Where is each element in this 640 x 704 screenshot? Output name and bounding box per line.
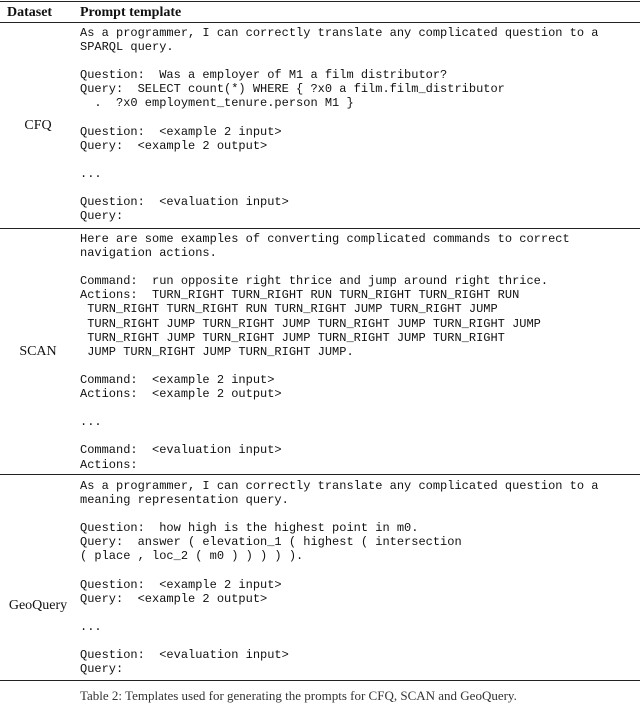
- dataset-scan: SCAN: [19, 344, 57, 359]
- row-divider: [0, 474, 640, 475]
- header-dataset: Dataset: [7, 5, 53, 20]
- prompt-cfq: As a programmer, I can correctly translate any complicated question to a SPARQL query. Question: Was a employer of M1 a film distributor? Query: SELECT count(*) WHERE { ?x0 a film.film_distributor . ?x0 employment_tenure.person M1 } Question: <example 2 input> Query: <example 2 output> ... Question: <evaluation input> Query:: [80, 26, 599, 224]
- header-rule: [0, 22, 640, 23]
- header-prompt-template: Prompt template: [80, 5, 182, 20]
- dataset-cfq: CFQ: [24, 118, 52, 133]
- row-divider: [0, 228, 640, 229]
- prompt-geoquery: As a programmer, I can correctly translate any complicated question to a meaning representation query. Question: how high is the highest point in m0. Query: answer ( elevation_1 ( highest ( intersection ( place , loc_2 ( m0 ) ) ) ) ). Question: <example 2 input> Query: <example 2 output> ... Question: <evaluation input> Query:: [80, 479, 599, 677]
- table-top-rule: [0, 1, 640, 2]
- prompt-scan: Here are some examples of converting complicated commands to correct navigation actions. Command: run opposite right thrice and jump around right thrice. Actions: TURN_RIGHT TURN_RIGHT RUN TURN_RIGHT TURN_RIGHT RUN TURN_RIGHT TURN_RIGHT RUN TURN_RIGHT JUMP TURN_RIGHT JUMP TURN_RIGHT JUMP TURN_RIGHT JUMP TURN_RIGHT JUMP TURN_RIGHT JUMP TURN_RIGHT JUMP TURN_RIGHT JUMP TURN_RIGHT JUMP TURN_RIGHT JUMP TURN_RIGHT JUMP TURN_RIGHT JUMP. Command: <example 2 input> Actions: <example 2 output> ... Command: <evaluation input> Actions:: [80, 232, 570, 472]
- dataset-geoquery: GeoQuery: [8, 598, 68, 613]
- table-bottom-rule: [0, 680, 640, 681]
- table-caption: Table 2: Templates used for generating the prompts for CFQ, SCAN and GeoQuery.: [80, 688, 517, 703]
